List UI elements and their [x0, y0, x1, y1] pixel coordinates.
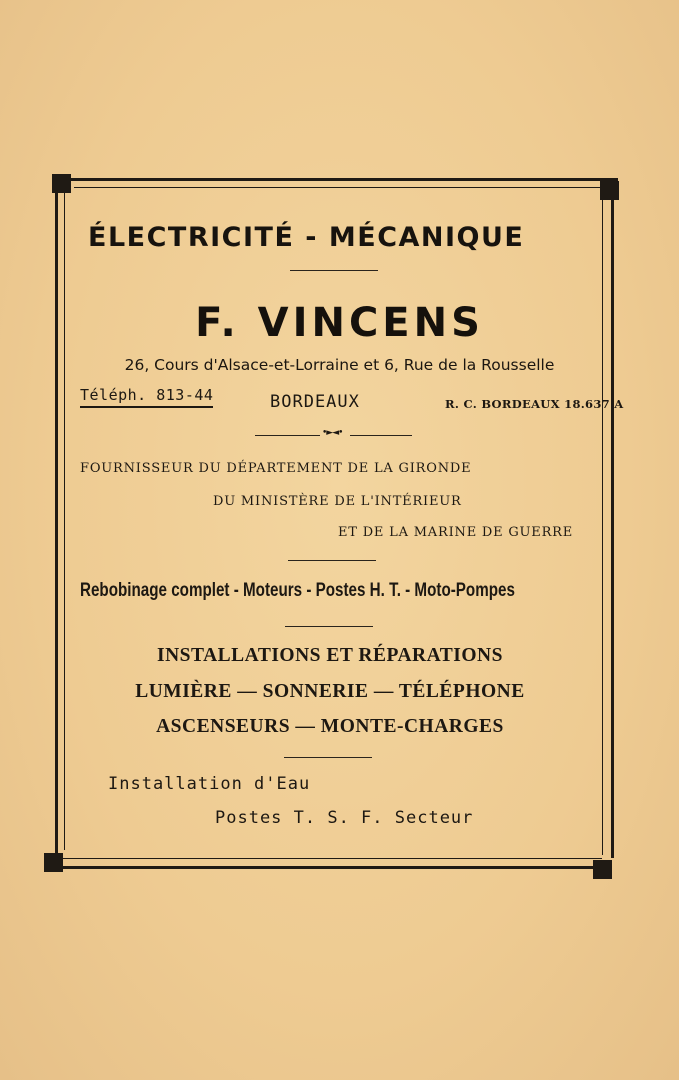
- installations-line-2: LUMIÈRE — SONNERIE — TÉLÉPHONE: [135, 681, 525, 702]
- address: 26, Cours d'Alsace-et-Lorraine et 6, Rue de la Rousselle: [124, 356, 555, 374]
- supplier-line-3: ET DE LA MARINE DE GUERRE: [338, 525, 574, 540]
- divider-5: [284, 757, 372, 758]
- frame-corner-top-right: [600, 181, 619, 200]
- frame-bottom-inner: [62, 858, 602, 859]
- frame-right-inner: [602, 195, 603, 855]
- frame-right-outer: [611, 198, 614, 858]
- trade-registry: R. C. BORDEAUX 18.637 A: [445, 397, 624, 411]
- ornament-icon: •►◄•: [322, 428, 343, 438]
- phone-number: Téléph. 813-44: [80, 386, 213, 408]
- frame-left-inner: [64, 190, 65, 850]
- frame-top-outer: [62, 178, 618, 181]
- company-name: F. VINCENS: [195, 300, 484, 346]
- installations-line-3: ASCENSEURS — MONTE-CHARGES: [156, 716, 504, 737]
- frame-corner-top-left: [52, 174, 71, 193]
- divider-4: [285, 626, 373, 627]
- installations-line-1: INSTALLATIONS ET RÉPARATIONS: [157, 645, 503, 666]
- extra-tsf-posts: Postes T. S. F. Secteur: [215, 808, 474, 828]
- frame-bottom-outer: [52, 866, 612, 869]
- supplier-line-1: FOURNISSEUR DU DÉPARTEMENT DE LA GIRONDE: [80, 461, 472, 476]
- frame-left-outer: [55, 190, 58, 855]
- extra-water-installation: Installation d'Eau: [108, 774, 311, 794]
- divider-2-right: [350, 435, 412, 436]
- frame-corner-bottom-left: [44, 853, 63, 872]
- divider-2-left: [255, 435, 320, 436]
- services-line: Rebobinage complet - Moteurs - Postes H. T. - Moto-Pompes: [80, 580, 515, 601]
- frame-corner-bottom-right: [593, 860, 612, 879]
- frame-top-inner: [74, 187, 604, 188]
- supplier-line-2: DU MINISTÈRE DE L'INTÉRIEUR: [213, 494, 462, 509]
- headline: ÉLECTRICITÉ - MÉCANIQUE: [88, 222, 525, 253]
- city: BORDEAUX: [270, 392, 360, 412]
- divider-1: [290, 270, 378, 271]
- divider-3: [288, 560, 376, 561]
